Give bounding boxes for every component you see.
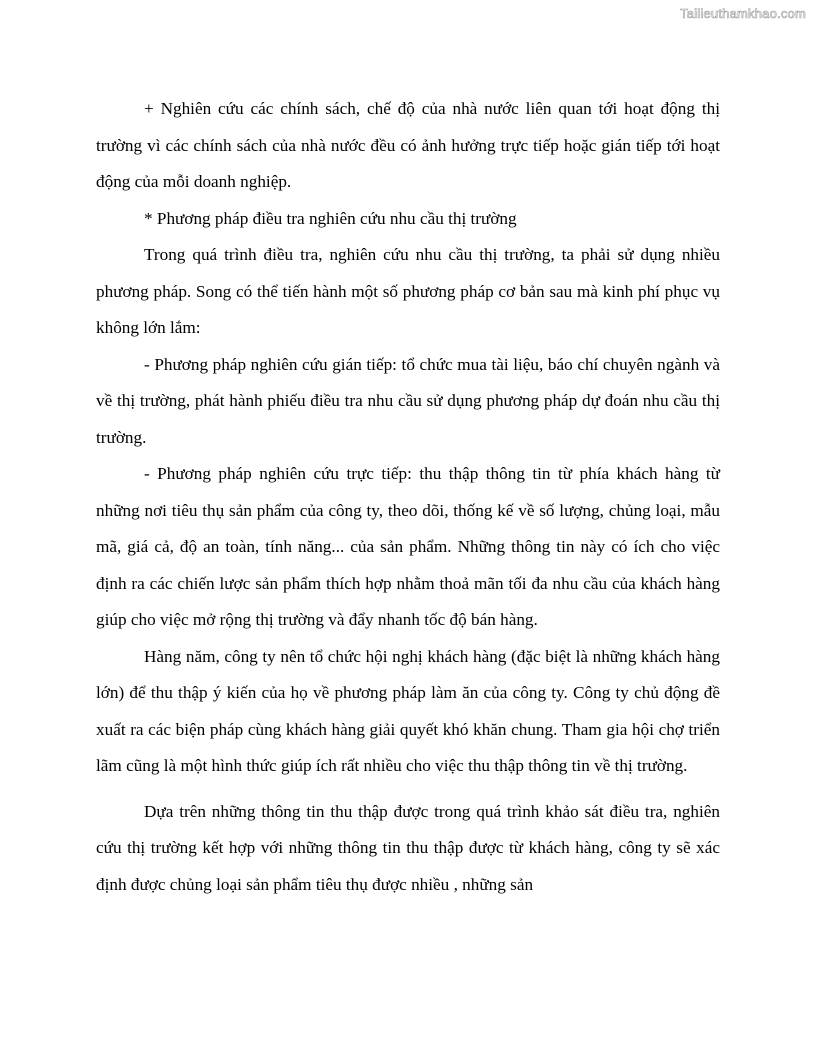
paragraph-method-heading: * Phương pháp điều tra nghiên cứu nhu cầu thị trường [144, 208, 517, 228]
paragraph-direct-method: - Phương pháp nghiên cứu trực tiếp: thu thập thông tin từ phía khách hàng từ những nơi tiêu thụ sản phẩm của công ty, theo dõi, thống kế về số lượng, chủng loại, mẫu mã, giá cả, độ an toàn, tính năng... của sản phẩm. Những thông tin này có ích cho việc định ra các chiến lược sản phẩm thích hợp nhằm thoả mãn tối đa nhu cầu của khách hàng giúp cho việc mở rộng thị trường và đẩy nhanh tốc độ bán hàng. [96, 464, 720, 629]
document-page [96, 91, 720, 903]
paragraph-conclusion: Dựa trên những thông tin thu thập được trong quá trình khảo sát điều tra, nghiên cứu thị trường kết hợp với những thông tin thu thập được từ khách hàng, công ty sẽ xác định được chủng loại sản phẩm tiêu thụ được nhiều , những sản [96, 801, 720, 894]
paragraph-indirect-method: - Phương pháp nghiên cứu gián tiếp: tổ chức mua tài liệu, báo chí chuyên ngành và về thị trường, phát hành phiếu điều tra nhu cầu sử dụng phương pháp dự đoán nhu cầu thị trường. [96, 354, 720, 447]
paragraph-customer-conference: Hàng năm, công ty nên tổ chức hội nghị khách hàng (đặc biệt là những khách hàng lớn) để thu thập ý kiến của họ về phương pháp làm ăn của công ty. Công ty chủ động đề xuất ra các biện pháp cùng khách hàng giải quyết khó khăn chung. Tham gia hội chợ triển lãm cũng là một hình thức giúp ích rất nhiều cho việc thu thập thông tin về thị trường. [96, 646, 720, 775]
paragraph-policy-research: + Nghiên cứu các chính sách, chế độ của nhà nước liên quan tới hoạt động thị trường vì các chính sách của nhà nước đều có ảnh hưởng trực tiếp hoặc gián tiếp tới hoạt động của mỗi doanh nghiệp. [96, 99, 720, 191]
watermark-text: Tailieuthamkhao.com [680, 6, 806, 21]
paragraph-research-intro: Trong quá trình điều tra, nghiên cứu nhu cầu thị trường, ta phải sử dụng nhiều phương pháp. Song có thể tiến hành một số phương pháp cơ bản sau mà kinh phí phục vụ không lớn lắm: [96, 245, 720, 337]
